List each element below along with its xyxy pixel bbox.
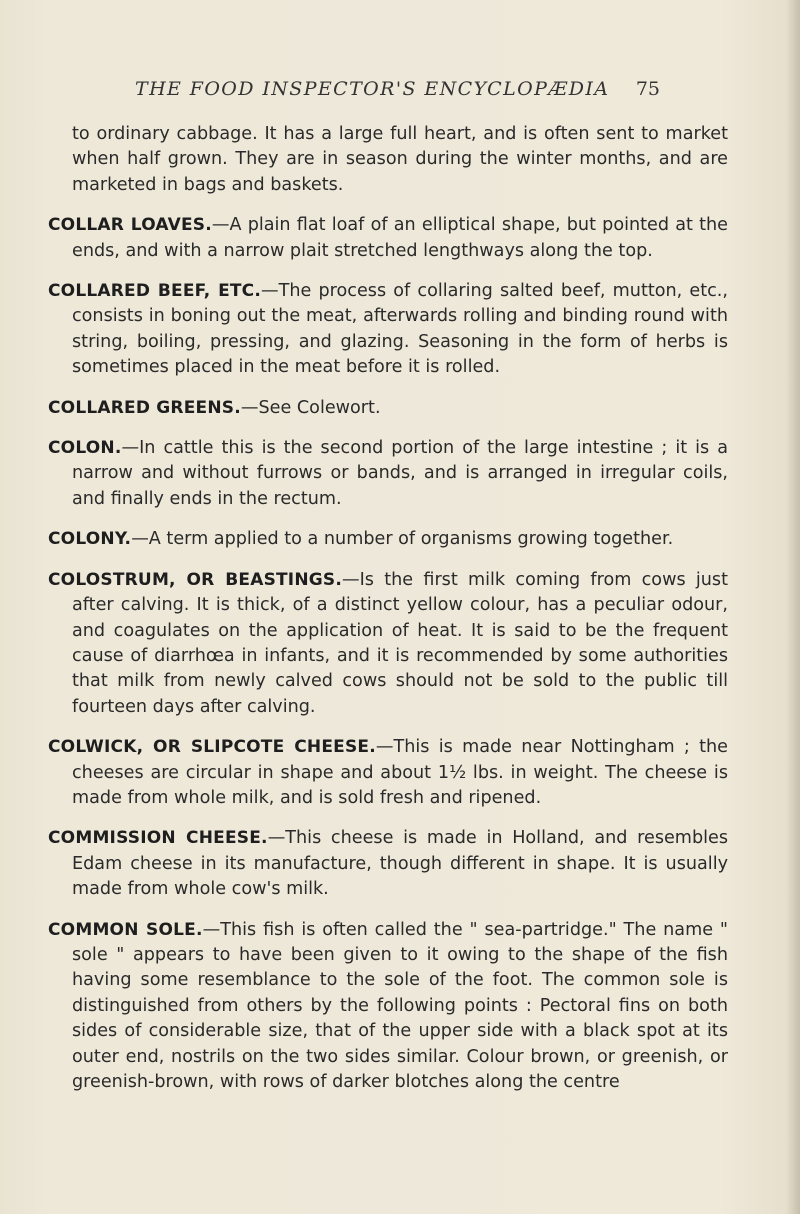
entry-term: COLOSTRUM, OR BEASTINGS. [48,569,343,590]
entry-term: COMMON SOLE. [48,919,203,940]
entry-term: COLWICK, OR SLIPCOTE CHEESE. [48,737,376,758]
entry-text: —A plain flat loaf of an elliptical shape, but pointed at the ends, and with a narrow plait stretched lengthways along the top. [72,215,728,261]
page-body [48,122,728,1110]
entry-colwick-cheese [48,735,728,811]
entry-term: COLLARED BEEF, ETC. [48,281,262,302]
entry-commission-cheese [48,826,728,902]
running-header [135,78,660,100]
entry-collared-greens [48,396,728,421]
page-number: 75 [635,78,660,100]
entry-term: COMMISSION CHEESE. [48,828,268,849]
entry-text: —The process of collaring salted beef, mutton, etc., consists in boning out the meat, afterwards rolling and binding round with string, boiling, pressing, and glazing. Seasoning in the form of herbs is sometimes placed in the meat before it is rolled. [72,281,728,378]
entry-text: —See Colewort. [240,397,381,418]
entry-text: —This cheese is made in Holland, and resembles Edam cheese in its manufacture, though different in shape. It is usually made from whole cow's milk. [72,828,728,900]
running-title: THE FOOD INSPECTOR'S ENCYCLOPÆDIA [135,78,610,100]
entry-text: to ordinary cabbage. It has a large full heart, and is often sent to market when half grown. They are in season during the winter months, and are marketed in bags and baskets. [72,124,728,195]
entry-text: —In cattle this is the second portion of the large intestine ; it is a narrow and without furrows or bands, and is arranged in irregular coils, and finally ends in the rectum. [72,438,728,509]
entry-collar-loaves [48,213,728,264]
entry-colony [48,527,728,552]
entry-term: COLONY. [48,529,132,550]
entry-collared-beef [48,279,728,381]
entry-text: —Is the first milk coming from cows just after calving. It is thick, of a distinct yellow colour, has a peculiar odour, and coagulates on the application of heat. It is said to be the frequent cause of diarrhœa in infants, and it is recommended by some authorities that milk from newly calved cows should not be sold to the public till fourteen days after calving. [72,569,728,717]
entry-text: —This is made near Nottingham ; the cheeses are circular in shape and about 1½ lbs. in weight. The cheese is made from whole milk, and is sold fresh and ripened. [72,737,728,808]
entry-colostrum [48,568,728,720]
entry-text: —A term applied to a number of organisms growing together. [131,529,674,550]
entry-common-sole [48,918,728,1096]
entry-term: COLON. [48,438,122,459]
entry-term: COLLAR LOAVES. [48,215,212,236]
page-edge-shadow [786,0,800,1214]
entry-term: COLLARED GREENS. [48,397,241,418]
continued-entry [48,122,728,198]
entry-colon [48,436,728,512]
entry-text: —This fish is often called the " sea-partridge." The name " sole " appears to have been given to it owing to the shape of the fish having some resemblance to the sole of the foot. The common sole is distinguished from others by the following points : Pectoral fins on both sides of considerable size, that of the upper side with a black spot at its outer end, nostrils on the two sides similar. Colour brown, or greenish, or greenish-brown, with rows of darker blotches along the centre [72,919,729,1092]
